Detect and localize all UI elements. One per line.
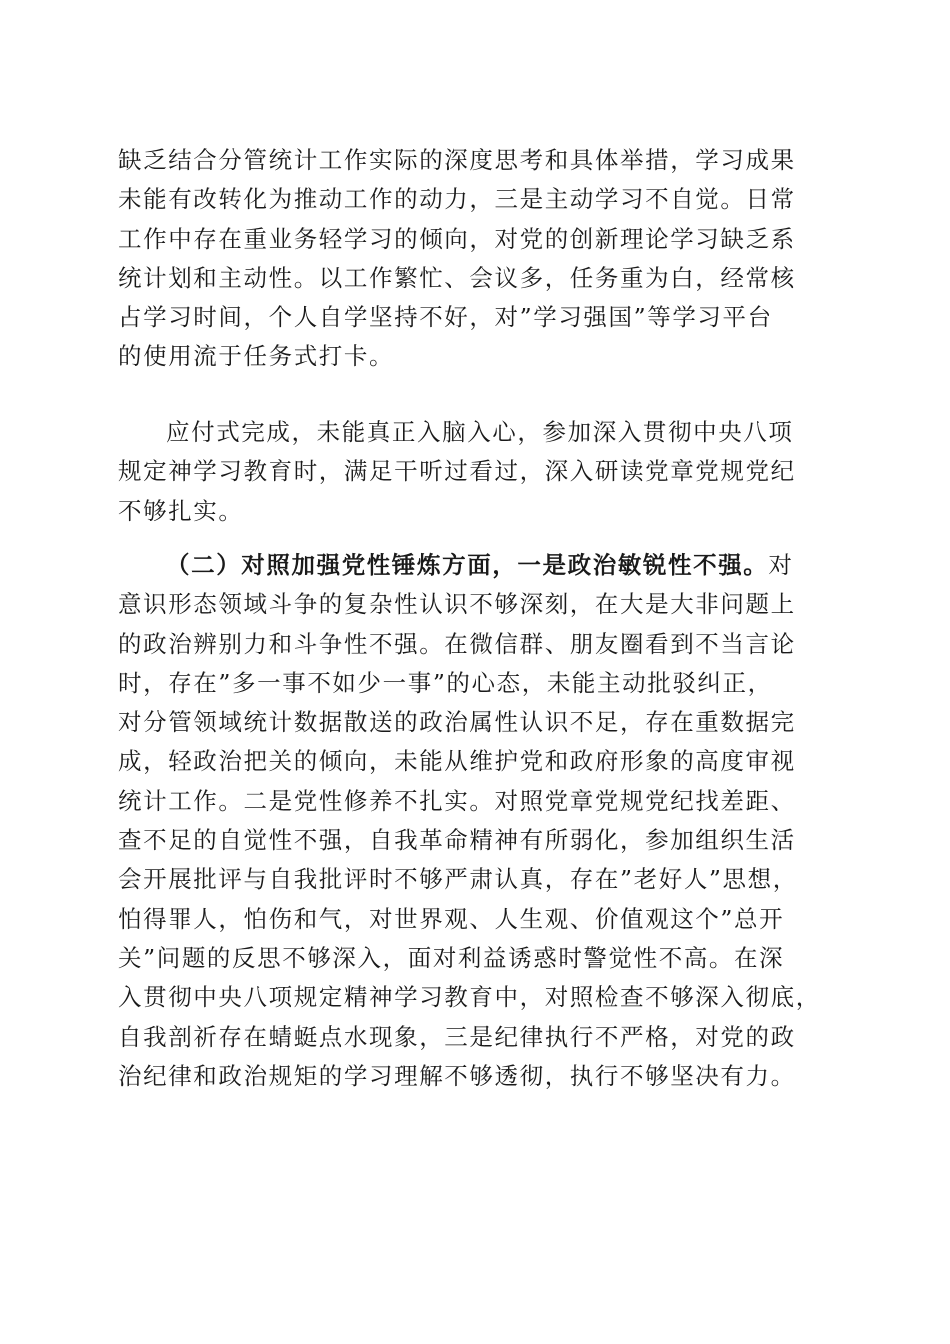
- text-line: 统计工作。二是党性修养不扎实。对照党章党规党纪找差距、: [118, 786, 796, 815]
- text-line: 规定神学习教育时，满足干听过看过，深入研读党章党规党纪: [118, 457, 796, 486]
- heading-continuation: 对: [768, 551, 794, 579]
- text-line: 治纪律和政治规矩的学习理解不够透彻，执行不够坚决有力。: [118, 1061, 796, 1090]
- text-line: 时，存在”多一事不如少一事”的心态，未能主动批驳纠正，: [118, 668, 773, 697]
- text-line: 未能有改转化为推动工作的动力，三是主动学习不自觉。日常: [118, 185, 796, 214]
- text-line: 成，轻政治把关的倾向，未能从维护党和政府形象的高度审视: [118, 747, 796, 776]
- text-line: 占学习时间，个人自学坚持不好，对”学习强国”等学习平台: [118, 303, 773, 332]
- paragraph-2: [118, 413, 838, 531]
- text-line: 查不足的自觉性不强，自我革命精神有所弱化，参加组织生活: [118, 826, 796, 855]
- text-line: 缺乏结合分管统计工作实际的深度思考和具体举措，学习成果: [118, 146, 796, 174]
- text-line: 应付式完成，未能真正入脑入心，参加深入贯彻中央八项: [166, 418, 794, 446]
- text-line: 统计划和主动性。以工作繁忙、会议多，任务重为白，经常核: [118, 263, 796, 292]
- text-line: 自我剖祈存在蜻蜓点水现象，三是纪律执行不严格，对党的政: [118, 1022, 796, 1051]
- section-heading: （二）对照加强党性锤炼方面，一是政治敏锐性不强。: [166, 551, 769, 579]
- text-line: 会开展批评与自我批评时不够严肃认真，存在”老好人”思想，: [118, 865, 798, 894]
- text-line: 关”问题的反思不够深入，面对利益诱惑时警觉性不高。在深: [118, 943, 785, 972]
- text-line: 怕得罪人，怕伤和气，对世界观、人生观、价值观这个”总开: [118, 904, 785, 933]
- text-line: 入贯彻中央八项规定精神学习教育中，对照检查不够深入彻底，: [118, 983, 821, 1012]
- text-line: 的使用流于任务式打卡。: [118, 342, 395, 371]
- text-line: 工作中存在重业务轻学习的倾向，对党的创新理论学习缺乏系: [118, 224, 796, 253]
- text-line: 的政治辨别力和斗争性不强。在微信群、朋友圈看到不当言论: [118, 629, 796, 658]
- paragraph-3: [118, 546, 838, 1096]
- paragraph-1: [118, 141, 838, 377]
- text-line: 意识形态领域斗争的复杂性认识不够深刻，在大是大非问题上: [118, 590, 796, 619]
- text-line: 不够扎实。: [118, 496, 244, 525]
- text-line: 对分管领域统计数据散送的政治属性认识不足，存在重数据完: [118, 708, 796, 737]
- text-line-heading: [118, 546, 838, 585]
